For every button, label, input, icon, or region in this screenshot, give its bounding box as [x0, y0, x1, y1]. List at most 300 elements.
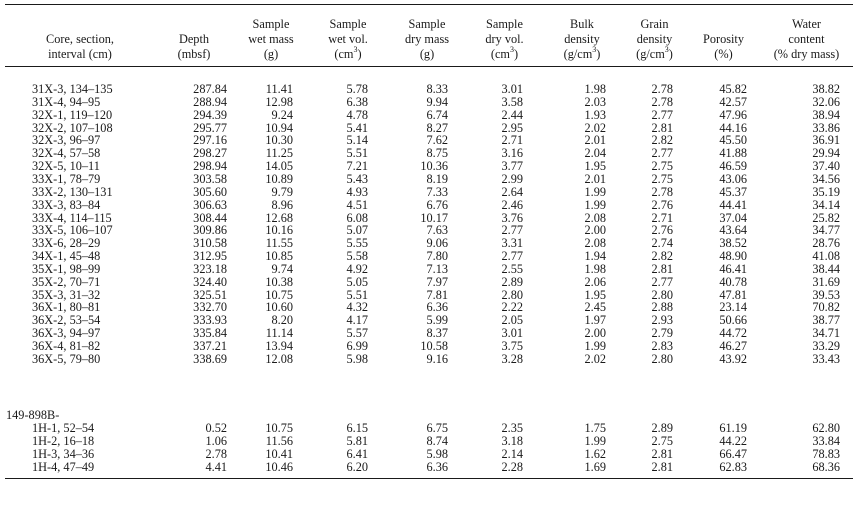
- header-core-line-2: interval (cm): [48, 47, 112, 61]
- cell-bulk: 1.99: [584, 339, 606, 353]
- cell-porosity: 45.82: [719, 82, 747, 96]
- header-depth-line-2: (mbsf): [177, 47, 211, 61]
- cell-grain: 2.82: [651, 249, 673, 264]
- cell-porosity: 23.14: [719, 300, 747, 315]
- cell-depth: 4.41: [205, 459, 227, 474]
- table-row: [5, 461, 853, 474]
- cell-dry_mass: 7.62: [426, 133, 448, 148]
- cell-bulk: 1.99: [584, 197, 606, 212]
- header-wet_mass: [233, 4, 309, 62]
- table-row: [5, 83, 853, 96]
- cell-wet_vol: 4.51: [346, 197, 368, 212]
- cell-wet_vol: 5.57: [346, 326, 368, 341]
- cell-wet_vol: 4.32: [346, 300, 368, 315]
- section-label: 149-898B-: [6, 408, 60, 422]
- cell-dry_mass: 9.16: [426, 351, 448, 366]
- cell-bulk: 1.93: [584, 107, 606, 122]
- header-water-line-2: content: [788, 32, 825, 46]
- cell-wet_mass: 10.89: [265, 171, 293, 186]
- cell-depth: 0.52: [205, 421, 227, 435]
- header-dry_mass: [387, 4, 467, 62]
- cell-dry_mass: 8.33: [426, 82, 448, 96]
- cell-depth: 298.27: [193, 146, 227, 161]
- cell-water: 36.91: [812, 133, 840, 148]
- cell-wet_mass: 10.46: [265, 459, 293, 474]
- header-dry_mass-line-2: dry mass: [404, 32, 450, 46]
- cell-wet_vol: 6.41: [346, 446, 368, 461]
- cell-water: 70.82: [812, 300, 840, 315]
- cell-core: 32X-2, 107–108: [32, 120, 113, 135]
- cell-dry_vol: 2.80: [501, 287, 523, 302]
- cell-grain: 2.71: [651, 210, 673, 225]
- cell-bulk: 1.99: [584, 433, 606, 448]
- cell-bulk: 1.98: [584, 82, 606, 96]
- cell-bulk: 2.03: [584, 94, 606, 109]
- cell-wet_mass: 10.38: [265, 274, 293, 289]
- cell-core: 31X-3, 134–135: [32, 82, 113, 96]
- cell-core: 34X-1, 45–48: [32, 249, 101, 264]
- cell-dry_vol: 2.77: [501, 249, 523, 264]
- cell-grain: 2.77: [651, 274, 673, 289]
- header-porosity: [687, 4, 760, 62]
- cell-depth: 324.40: [193, 274, 227, 289]
- header-dry_vol-line-3: $(cm^3)$: [490, 45, 519, 61]
- cell-porosity: 46.27: [719, 339, 747, 353]
- cell-water: 38.94: [812, 107, 840, 122]
- cell-core: 1H-4, 47–49: [32, 459, 95, 474]
- cell-wet_mass: 10.94: [265, 120, 293, 135]
- cell-water: 33.43: [812, 351, 840, 366]
- cell-water: 34.56: [812, 171, 840, 186]
- header-wet_mass-line-3: (g): [263, 47, 279, 61]
- cell-wet_vol: 4.78: [346, 107, 368, 122]
- cell-dry_mass: 6.76: [426, 197, 448, 212]
- header-grain: [622, 4, 687, 62]
- cell-wet_mass: 9.79: [271, 184, 293, 199]
- table-row: [5, 340, 853, 353]
- cell-grain: 2.88: [651, 300, 673, 315]
- cell-wet_mass: 12.08: [265, 351, 293, 366]
- table-row: [5, 276, 853, 289]
- header-dry_vol-line-2: dry vol.: [485, 32, 524, 46]
- cell-wet_vol: 7.21: [346, 159, 368, 174]
- header-wet_vol-line-3: $(cm^3)$: [334, 45, 362, 61]
- cell-dry_vol: 2.28: [501, 459, 523, 474]
- cell-grain: 2.83: [651, 339, 673, 353]
- header-wet_vol: [309, 4, 387, 62]
- cell-core: 36X-1, 80–81: [32, 300, 101, 315]
- cell-wet_mass: 14.05: [265, 159, 293, 174]
- table-bottom-rule: [5, 478, 853, 479]
- cell-dry_vol: 3.01: [501, 326, 523, 341]
- cell-dry_vol: 2.77: [501, 223, 523, 238]
- cell-wet_mass: 12.68: [265, 210, 293, 225]
- cell-depth: 325.51: [193, 287, 227, 302]
- cell-porosity: 46.41: [719, 261, 747, 276]
- cell-dry_mass: 8.19: [426, 171, 448, 186]
- cell-depth: 338.69: [193, 351, 227, 366]
- cell-dry_vol: 3.58: [501, 94, 523, 109]
- cell-dry_mass: 8.27: [426, 120, 448, 135]
- cell-dry_vol: 2.14: [501, 446, 523, 461]
- cell-wet_mass: 10.75: [265, 421, 293, 435]
- cell-depth: 335.84: [193, 326, 227, 341]
- cell-wet_vol: 4.93: [346, 184, 368, 199]
- cell-wet_mass: 10.85: [265, 249, 293, 264]
- cell-wet_mass: 10.30: [265, 133, 293, 148]
- cell-dry_mass: 9.06: [426, 236, 448, 251]
- cell-dry_mass: 6.74: [426, 107, 448, 122]
- cell-core: 36X-3, 94–97: [32, 326, 101, 341]
- cell-core: 36X-4, 81–82: [32, 339, 101, 353]
- cell-dry_mass: 10.58: [420, 339, 448, 353]
- cell-depth: 308.44: [193, 210, 227, 225]
- cell-dry_mass: 6.36: [426, 300, 448, 315]
- cell-wet_mass: 12.98: [265, 94, 293, 109]
- cell-wet_vol: 5.05: [346, 274, 368, 289]
- cell-dry_vol: 3.16: [501, 146, 523, 161]
- header-depth-line-1: Depth: [178, 32, 210, 46]
- cell-bulk: 2.45: [584, 300, 606, 315]
- cell-bulk: 1.69: [584, 459, 606, 474]
- cell-wet_mass: 9.24: [271, 107, 293, 122]
- cell-dry_vol: 3.28: [501, 351, 523, 366]
- cell-depth: 332.70: [193, 300, 227, 315]
- cell-dry_mass: 5.99: [426, 313, 448, 328]
- cell-wet_mass: 9.74: [271, 261, 293, 276]
- cell-bulk: 2.01: [584, 133, 606, 148]
- cell-depth: 306.63: [193, 197, 227, 212]
- cell-depth: 303.58: [193, 171, 227, 186]
- cell-core: 33X-1, 78–79: [32, 171, 101, 186]
- cell-porosity: 43.92: [719, 351, 747, 366]
- cell-bulk: 2.02: [584, 120, 606, 135]
- cell-dry_mass: 9.94: [426, 94, 448, 109]
- cell-depth: 298.94: [193, 159, 227, 174]
- cell-dry_vol: 3.01: [501, 82, 523, 96]
- header-wet_mass-line-2: wet mass: [248, 32, 294, 46]
- cell-water: 29.94: [812, 146, 840, 161]
- cell-dry_mass: 7.13: [426, 261, 448, 276]
- cell-dry_mass: 8.75: [426, 146, 448, 161]
- cell-wet_vol: 4.17: [346, 313, 368, 328]
- cell-dry_vol: 2.89: [501, 274, 523, 289]
- cell-wet_vol: 5.41: [346, 120, 368, 135]
- cell-grain: 2.82: [651, 133, 673, 148]
- cell-water: 25.82: [812, 210, 840, 225]
- cell-dry_vol: 2.55: [501, 261, 523, 276]
- cell-grain: 2.77: [651, 146, 673, 161]
- cell-porosity: 45.37: [719, 184, 747, 199]
- cell-wet_vol: 5.98: [346, 351, 368, 366]
- cell-depth: 323.18: [193, 261, 227, 276]
- cell-porosity: 62.83: [719, 459, 747, 474]
- table-row: [5, 96, 853, 109]
- cell-porosity: 44.22: [719, 433, 747, 448]
- cell-core: 35X-3, 31–32: [32, 287, 101, 302]
- section-label-row: [5, 409, 853, 422]
- cell-porosity: 44.16: [719, 120, 747, 135]
- cell-water: 39.53: [812, 287, 840, 302]
- cell-depth: 295.77: [193, 120, 227, 135]
- cell-dry_vol: 3.31: [501, 236, 523, 251]
- cell-grain: 2.78: [651, 184, 673, 199]
- cell-dry_vol: 2.64: [501, 184, 523, 199]
- cell-wet_mass: 11.55: [265, 236, 293, 251]
- table-row: [5, 435, 853, 448]
- header-grain-line-2: density: [636, 32, 673, 46]
- header-wet_vol-line-2: wet vol.: [328, 32, 368, 46]
- cell-grain: 2.80: [651, 287, 673, 302]
- cell-water: 38.77: [812, 313, 840, 328]
- cell-wet_vol: 5.81: [346, 433, 368, 448]
- cell-water: 31.69: [812, 274, 840, 289]
- cell-core: 36X-2, 53–54: [32, 313, 101, 328]
- cell-bulk: 2.00: [584, 223, 606, 238]
- table-row: [5, 263, 853, 276]
- cell-water: 38.44: [812, 261, 840, 276]
- cell-dry_vol: 2.22: [501, 300, 523, 315]
- header-core-line-1: Core, section,: [46, 32, 114, 46]
- cell-core: 35X-2, 70–71: [32, 274, 101, 289]
- cell-grain: 2.76: [651, 223, 673, 238]
- cell-water: 33.84: [812, 433, 840, 448]
- cell-depth: 312.95: [193, 249, 227, 264]
- cell-bulk: 1.94: [584, 249, 606, 264]
- table-row: [5, 199, 853, 212]
- cell-bulk: 2.00: [584, 326, 606, 341]
- cell-bulk: 1.95: [584, 159, 606, 174]
- cell-depth: 309.86: [193, 223, 227, 238]
- cell-wet_vol: 6.20: [346, 459, 368, 474]
- cell-dry_mass: 7.81: [426, 287, 448, 302]
- header-wet_vol-line-1: Sample: [329, 17, 367, 31]
- cell-porosity: 41.88: [719, 146, 747, 161]
- cell-porosity: 45.50: [719, 133, 747, 148]
- cell-bulk: 1.95: [584, 287, 606, 302]
- cell-dry_mass: 6.36: [426, 459, 448, 474]
- cell-water: 68.36: [812, 459, 840, 474]
- cell-dry_vol: 2.05: [501, 313, 523, 328]
- cell-wet_mass: 10.60: [265, 300, 293, 315]
- cell-porosity: 44.41: [719, 197, 747, 212]
- cell-bulk: 1.97: [584, 313, 606, 328]
- header-water: [760, 4, 853, 62]
- cell-wet_vol: 6.08: [346, 210, 368, 225]
- cell-bulk: 1.99: [584, 184, 606, 199]
- cell-water: 35.19: [812, 184, 840, 199]
- table-row: [5, 448, 853, 461]
- header-dry_mass-line-1: Sample: [408, 17, 446, 31]
- cell-dry_mass: 8.74: [426, 433, 448, 448]
- cell-grain: 2.76: [651, 197, 673, 212]
- cell-core: 33X-2, 130–131: [32, 184, 113, 199]
- cell-core: 33X-3, 83–84: [32, 197, 101, 212]
- cell-dry_vol: 2.44: [501, 107, 523, 122]
- cell-bulk: 1.75: [584, 421, 606, 435]
- cell-bulk: 1.62: [584, 446, 606, 461]
- cell-wet_vol: 6.99: [346, 339, 368, 353]
- cell-grain: 2.89: [651, 421, 673, 435]
- header-water-line-1: Water: [791, 17, 822, 31]
- cell-wet_mass: 8.96: [271, 197, 293, 212]
- cell-porosity: 38.52: [719, 236, 747, 251]
- cell-wet_vol: 5.55: [346, 236, 368, 251]
- header-bulk-line-1: Bulk: [570, 17, 594, 31]
- header-depth: [155, 4, 233, 62]
- cell-wet_vol: 6.15: [346, 421, 368, 435]
- cell-water: 33.86: [812, 120, 840, 135]
- cell-dry_mass: 7.97: [426, 274, 448, 289]
- cell-porosity: 43.64: [719, 223, 747, 238]
- cell-dry_vol: 3.75: [501, 339, 523, 353]
- cell-core: 36X-5, 79–80: [32, 351, 101, 366]
- cell-bulk: 2.02: [584, 351, 606, 366]
- cell-porosity: 50.66: [719, 313, 747, 328]
- cell-core: 32X-3, 96–97: [32, 133, 101, 148]
- header-grain-line-1: Grain: [640, 17, 669, 31]
- cell-wet_vol: 5.51: [346, 287, 368, 302]
- header-bulk-line-2: density: [564, 32, 600, 46]
- cell-depth: 1.06: [205, 433, 227, 448]
- cell-core: 32X-1, 119–120: [32, 107, 113, 122]
- cell-depth: 288.94: [193, 94, 227, 109]
- cell-bulk: 2.04: [584, 146, 606, 161]
- cell-core: 1H-1, 52–54: [32, 421, 95, 435]
- cell-grain: 2.81: [651, 261, 673, 276]
- cell-water: 78.83: [812, 446, 840, 461]
- cell-core: 32X-5, 10–11: [32, 159, 100, 174]
- table-row: [5, 160, 853, 173]
- cell-core: 1H-2, 16–18: [32, 433, 95, 448]
- cell-grain: 2.74: [651, 236, 673, 251]
- cell-dry_vol: 2.46: [501, 197, 523, 212]
- cell-grain: 2.75: [651, 159, 673, 174]
- cell-porosity: 43.06: [719, 171, 747, 186]
- cell-porosity: 46.59: [719, 159, 747, 174]
- header-bottom-rule: [5, 66, 853, 67]
- cell-wet_mass: 13.94: [265, 339, 293, 353]
- cell-wet_vol: 5.07: [346, 223, 368, 238]
- cell-core: 1H-3, 34–36: [32, 446, 95, 461]
- header-dry_mass-line-3: (g): [419, 47, 435, 61]
- cell-water: 34.77: [812, 223, 840, 238]
- cell-wet_vol: 5.58: [346, 249, 368, 264]
- header-grain-line-3: $(g/cm^3)$: [636, 45, 673, 61]
- cell-core: 32X-4, 57–58: [32, 146, 101, 161]
- cell-water: 41.08: [812, 249, 840, 264]
- header-bulk-line-3: $(g/cm^3)$: [563, 45, 601, 61]
- table-row: [5, 353, 853, 366]
- cell-porosity: 47.81: [719, 287, 747, 302]
- cell-depth: 310.58: [193, 236, 227, 251]
- cell-core: 33X-4, 114–115: [32, 210, 112, 225]
- cell-grain: 2.75: [651, 171, 673, 186]
- cell-grain: 2.80: [651, 351, 673, 366]
- cell-bulk: 2.08: [584, 210, 606, 225]
- cell-porosity: 48.90: [719, 249, 747, 264]
- header-wet_mass-line-1: Sample: [252, 17, 290, 31]
- cell-grain: 2.81: [651, 120, 673, 135]
- cell-dry_mass: 5.98: [426, 446, 448, 461]
- cell-wet_mass: 10.41: [265, 446, 293, 461]
- cell-grain: 2.79: [651, 326, 673, 341]
- cell-depth: 2.78: [205, 446, 227, 461]
- cell-grain: 2.75: [651, 433, 673, 448]
- cell-depth: 305.60: [193, 184, 227, 199]
- header-water-line-3: (% dry mass): [773, 47, 840, 61]
- cell-porosity: 40.78: [719, 274, 747, 289]
- header-porosity-line-1: Porosity: [703, 32, 744, 46]
- cell-dry_vol: 2.35: [501, 421, 523, 435]
- cell-core: 31X-4, 94–95: [32, 94, 101, 109]
- cell-depth: 287.84: [193, 82, 227, 96]
- cell-wet_mass: 11.56: [265, 433, 293, 448]
- cell-bulk: 2.06: [584, 274, 606, 289]
- cell-porosity: 37.04: [719, 210, 747, 225]
- cell-core: 33X-6, 28–29: [32, 236, 101, 251]
- cell-dry_vol: 3.77: [501, 159, 523, 174]
- cell-wet_mass: 8.20: [271, 313, 293, 328]
- cell-wet_mass: 10.75: [265, 287, 293, 302]
- cell-grain: 2.78: [651, 94, 673, 109]
- cell-dry_mass: 10.36: [420, 159, 448, 174]
- header-dry_vol: [467, 4, 542, 62]
- cell-wet_vol: 4.92: [346, 261, 368, 276]
- cell-porosity: 61.19: [719, 421, 747, 435]
- table-row: [5, 109, 853, 122]
- cell-wet_mass: 10.16: [265, 223, 293, 238]
- cell-dry_mass: 8.37: [426, 326, 448, 341]
- cell-wet_mass: 11.41: [265, 82, 293, 96]
- cell-porosity: 44.72: [719, 326, 747, 341]
- cell-grain: 2.78: [651, 82, 673, 96]
- header-porosity-line-2: (%): [714, 47, 733, 61]
- cell-depth: 337.21: [193, 339, 227, 353]
- table-row: [5, 250, 853, 263]
- cell-core: 33X-5, 106–107: [32, 223, 113, 238]
- cell-dry_vol: 3.18: [501, 433, 523, 448]
- cell-porosity: 66.47: [719, 446, 747, 461]
- cell-bulk: 1.98: [584, 261, 606, 276]
- cell-wet_vol: 5.43: [346, 171, 368, 186]
- cell-dry_mass: 6.75: [426, 421, 448, 435]
- cell-porosity: 47.96: [719, 107, 747, 122]
- cell-dry_vol: 2.71: [501, 133, 523, 148]
- cell-grain: 2.77: [651, 107, 673, 122]
- cell-dry_vol: 3.76: [501, 210, 523, 225]
- cell-core: 35X-1, 98–99: [32, 261, 101, 276]
- cell-water: 32.06: [812, 94, 840, 109]
- cell-wet_vol: 5.78: [346, 82, 368, 96]
- header-bulk: [542, 4, 622, 62]
- cell-water: 34.14: [812, 197, 840, 212]
- cell-water: 34.71: [812, 326, 840, 341]
- cell-grain: 2.81: [651, 459, 673, 474]
- cell-wet_vol: 5.14: [346, 133, 368, 148]
- cell-dry_vol: 2.99: [501, 171, 523, 186]
- cell-depth: 294.39: [193, 107, 227, 122]
- cell-dry_vol: 2.95: [501, 120, 523, 135]
- cell-water: 62.80: [812, 421, 840, 435]
- table-row: [5, 173, 853, 186]
- cell-dry_mass: 7.33: [426, 184, 448, 199]
- cell-wet_vol: 6.38: [346, 94, 368, 109]
- cell-grain: 2.81: [651, 446, 673, 461]
- table-row: [5, 186, 853, 199]
- cell-porosity: 42.57: [719, 94, 747, 109]
- cell-wet_vol: 5.51: [346, 146, 368, 161]
